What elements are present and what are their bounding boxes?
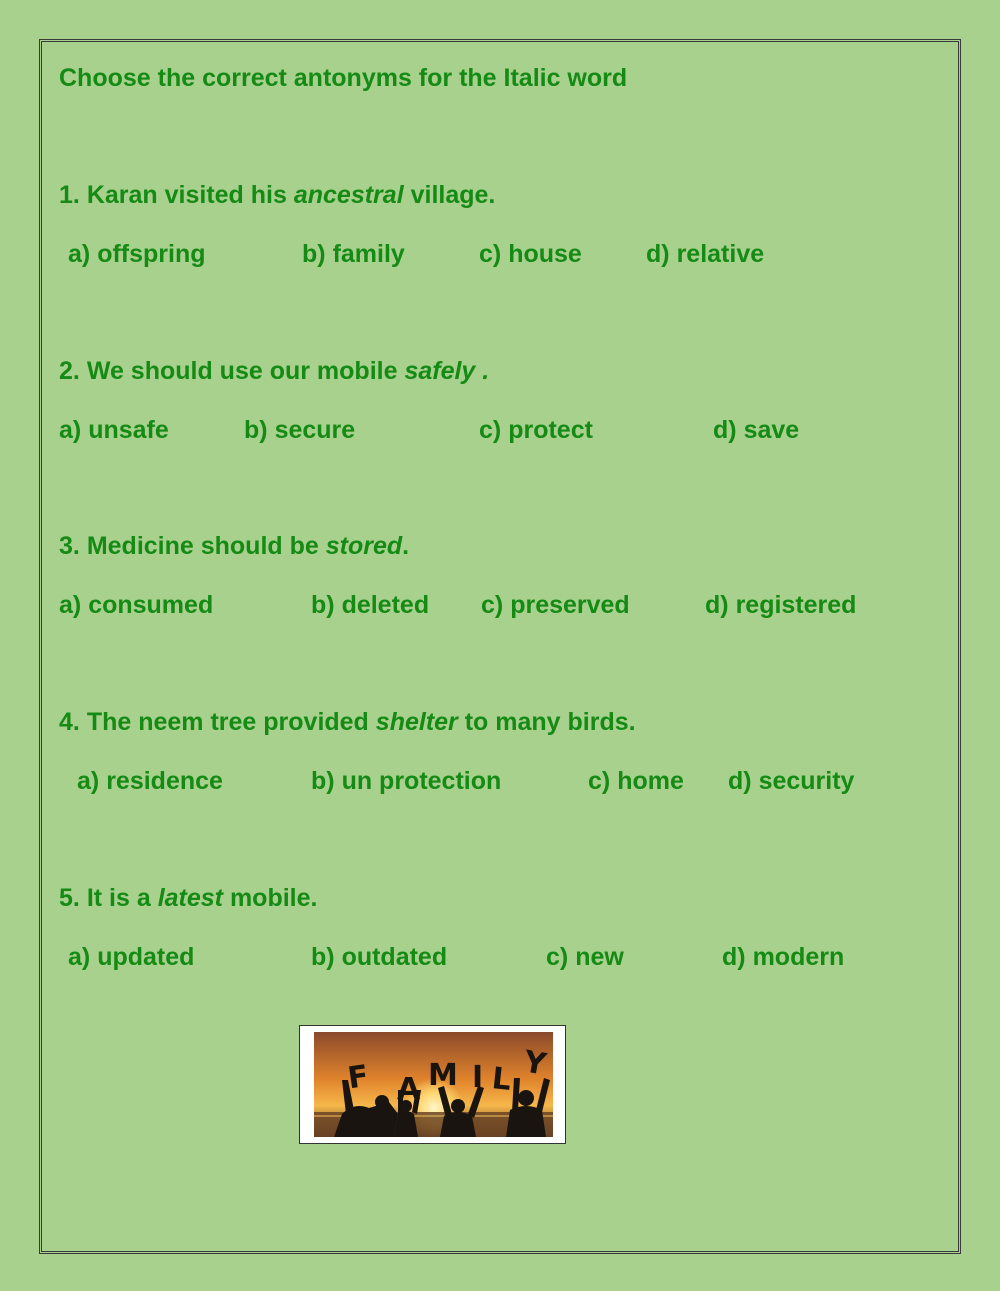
italic-word: stored	[325, 532, 403, 560]
option-text: offspring	[97, 240, 206, 268]
option-label: a)	[59, 591, 82, 619]
option-text: save	[743, 416, 800, 444]
question-5	[59, 883, 317, 913]
option-2a[interactable]	[59, 415, 169, 445]
option-1d[interactable]	[646, 239, 764, 269]
option-text: updated	[97, 943, 195, 971]
option-5d[interactable]	[722, 942, 844, 972]
question-text-end: village.	[410, 181, 496, 209]
option-label: d)	[728, 767, 752, 795]
option-4c[interactable]	[588, 766, 684, 796]
option-2d[interactable]	[713, 415, 799, 445]
family-image-frame	[299, 1025, 566, 1144]
option-2c[interactable]	[479, 415, 593, 445]
question-2	[59, 356, 489, 386]
option-label: c)	[481, 591, 504, 619]
option-text: protect	[508, 416, 593, 444]
option-label: d)	[646, 240, 670, 268]
letter-i: I	[472, 1060, 484, 1095]
option-label: b)	[302, 240, 326, 268]
italic-word: latest	[157, 884, 223, 912]
option-label: d)	[713, 416, 737, 444]
option-text: outdated	[341, 943, 448, 971]
option-text: unsafe	[88, 416, 169, 444]
option-label: b)	[311, 591, 335, 619]
letter-y: Y	[521, 1044, 549, 1083]
letter-l: L	[490, 1061, 513, 1098]
option-text: relative	[676, 240, 765, 268]
option-5b[interactable]	[311, 942, 447, 972]
question-text-end: .	[402, 532, 410, 560]
family-letters	[314, 1032, 553, 1137]
option-text: residence	[106, 767, 223, 795]
option-text: un protection	[341, 767, 502, 795]
option-5a[interactable]	[68, 942, 194, 972]
option-2b[interactable]	[244, 415, 355, 445]
letter-a: A	[397, 1072, 421, 1107]
option-text: registered	[735, 591, 857, 619]
option-4b[interactable]	[311, 766, 501, 796]
option-label: a)	[68, 943, 91, 971]
option-label: c)	[479, 240, 502, 268]
option-4d[interactable]	[728, 766, 854, 796]
option-text: house	[508, 240, 582, 268]
question-text: We should use our mobile	[86, 357, 398, 385]
option-label: b)	[311, 943, 335, 971]
question-number: 3.	[59, 532, 80, 560]
option-5c[interactable]	[546, 942, 624, 972]
question-text: Medicine should be	[86, 532, 319, 560]
option-1b[interactable]	[302, 239, 405, 269]
option-text: new	[575, 943, 624, 971]
letter-f: F	[345, 1058, 371, 1097]
option-label: d)	[705, 591, 729, 619]
option-3b[interactable]	[311, 590, 429, 620]
question-text-end: to many birds.	[464, 708, 636, 736]
question-number: 1.	[59, 181, 80, 209]
option-1c[interactable]	[479, 239, 582, 269]
option-label: c)	[479, 416, 502, 444]
italic-word: shelter	[375, 708, 458, 736]
option-3d[interactable]	[705, 590, 856, 620]
option-4a[interactable]	[77, 766, 223, 796]
question-number: 4.	[59, 708, 80, 736]
option-text: consumed	[88, 591, 214, 619]
option-text: family	[332, 240, 405, 268]
option-text: preserved	[510, 591, 630, 619]
option-text: security	[758, 767, 855, 795]
question-1	[59, 180, 495, 210]
question-text: The neem tree provided	[86, 708, 369, 736]
option-text: secure	[274, 416, 356, 444]
letter-m: M	[428, 1058, 458, 1093]
option-label: c)	[546, 943, 569, 971]
instruction-text: Choose the correct antonyms for the Italic word	[59, 64, 628, 92]
italic-word: safely .	[404, 357, 490, 385]
option-3c[interactable]	[481, 590, 630, 620]
question-4	[59, 707, 636, 737]
option-label: b)	[244, 416, 268, 444]
option-label: a)	[77, 767, 100, 795]
question-number: 2.	[59, 357, 80, 385]
option-label: d)	[722, 943, 746, 971]
option-text: home	[617, 767, 684, 795]
italic-word: ancestral	[293, 181, 404, 209]
question-text: Karan visited his	[86, 181, 287, 209]
option-3a[interactable]	[59, 590, 213, 620]
option-1a[interactable]	[68, 239, 206, 269]
option-text: modern	[752, 943, 845, 971]
question-number: 5.	[59, 884, 80, 912]
question-text-end: mobile.	[229, 884, 318, 912]
family-sunset-image	[314, 1032, 553, 1137]
option-label: c)	[588, 767, 611, 795]
question-3	[59, 531, 409, 561]
question-text: It is a	[86, 884, 151, 912]
option-text: deleted	[341, 591, 430, 619]
option-label: b)	[311, 767, 335, 795]
option-label: a)	[68, 240, 91, 268]
option-label: a)	[59, 416, 82, 444]
